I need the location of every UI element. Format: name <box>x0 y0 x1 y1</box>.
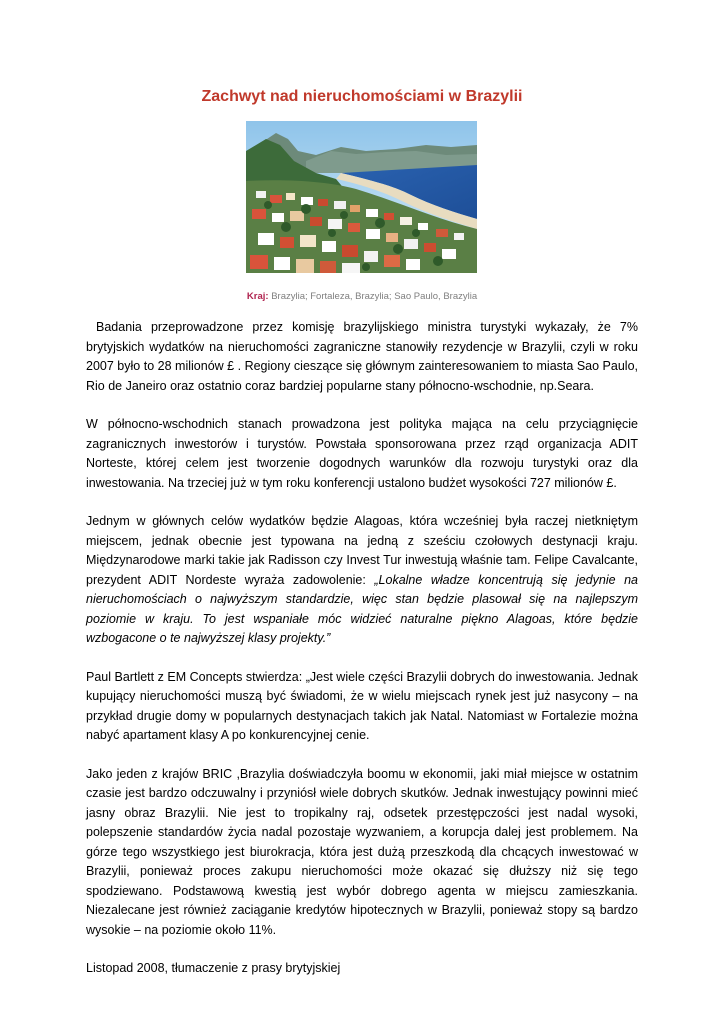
paragraph-4: Paul Bartlett z EM Concepts stwierdza: „Jest wiele części Brazylii dobrych do inwestowania. Jednak kupujący nieruchomości muszą być świadomi, że w wielu miejscach rynek jest już nasycony – na przykład drugie domy w popularnych destynacjach takich jak Natal. Natomiast w Fortalezie można nabyć apartament klasy A po konkurencyjnej cenie. <box>86 669 638 742</box>
paragraph-3-text: Jednym w głównych celów wydatków będzie Alagoas, która wcześniej była raczej nietkniętym miejscem, jednak obecnie jest typowana na jedną z sześciu czołowych destynacji kraju. Międzynarodowe marki takie jak Radisson czy Invest Tur inwestują właśnie tam. Felipe Cavalcante, prezydent ADIT Nordeste wyraża zadowolenie: <box>86 514 638 587</box>
coastal-city-photo <box>246 121 477 273</box>
quote-cavalcante: „Lokalne władze koncentrują się jedynie na nieruchomościach o najwyższym standardzie, więc stan będzie plasował się na najlepszym poziomie w kraju. To jest wspaniałe móc widzieć naturalne piękno Alagoas, które będzie wzbogacone o te najwyższej klasy projekty.” <box>86 572 638 645</box>
paragraph-2: W północno-wschodnich stanach prowadzona jest polityka mająca na celu przyciągnięcie zagranicznych inwestorów i turystów. Powstała sponsorowana przez rząd organizacja ADIT Norteste, której celem jest tworzenie dogodnych warunków dla rozwoju turystyki oraz dla inwestowania. Na trzeciej już w tym roku konferencji ustalono budżet wysokości 727 milionów £. <box>86 417 638 490</box>
photo-caption <box>0 290 724 303</box>
paragraph-3 <box>86 512 638 649</box>
caption-value: Brazylia; Fortaleza, Brazylia; Sao Paulo, Brazylia <box>271 291 478 302</box>
signoff: Listopad 2008, tłumaczenie z prasy brytyjskiej <box>86 961 341 975</box>
article-title: Zachwyt nad nieruchomościami w Brazylii <box>201 88 523 105</box>
caption-label: Kraj: <box>246 291 269 302</box>
paragraph-5: Jako jeden z krajów BRIC ,Brazylia doświadczyła boomu w ekonomii, jaki miał miejsce w ostatnim czasie jest bardzo odczuwalny i przyniósł wiele dobrych skutków. Jednak inwestujący powinni mieć jasny obraz Brazylii. Nie jest to tropikalny raj, odsetek przestępczości jest nadal wysoki, polepszenie standardów życia nadal pozostaje wyzwaniem, a korupcja dalej jest problemem. Na górze tego wszystkiego jest biurokracja, która jest dużą przeszkodą dla chcących inwestować w Brazylii, ponieważ proces zakupu nieruchomości może okazać się dłuższy niż się tego spodziewano. Podstawową kwestią jest wybór dobrego agenta w miejscu zamieszkania. Niezalecane jest również zaciąganie kredytów hipotecznych w Brazylii, ponieważ stopy są bardzo wysokie – na poziomie około 11%. <box>86 766 638 937</box>
paragraph-1: Badania przeprowadzone przez komisję brazylijskiego ministra turystyki wykazały, że 7% brytyjskich wydatków na nieruchomości zagraniczne stanowiły rezydencje w Brazylii, czyli w roku 2007 było to 28 milionów £ . Regiony cieszące się głównym zainteresowaniem to miasta Sao Paulo, Rio de Janeiro oraz ostatnio coraz bardziej popularne stany północno-wschodnie, np.Seara. <box>86 320 638 393</box>
article-body <box>86 318 638 998</box>
